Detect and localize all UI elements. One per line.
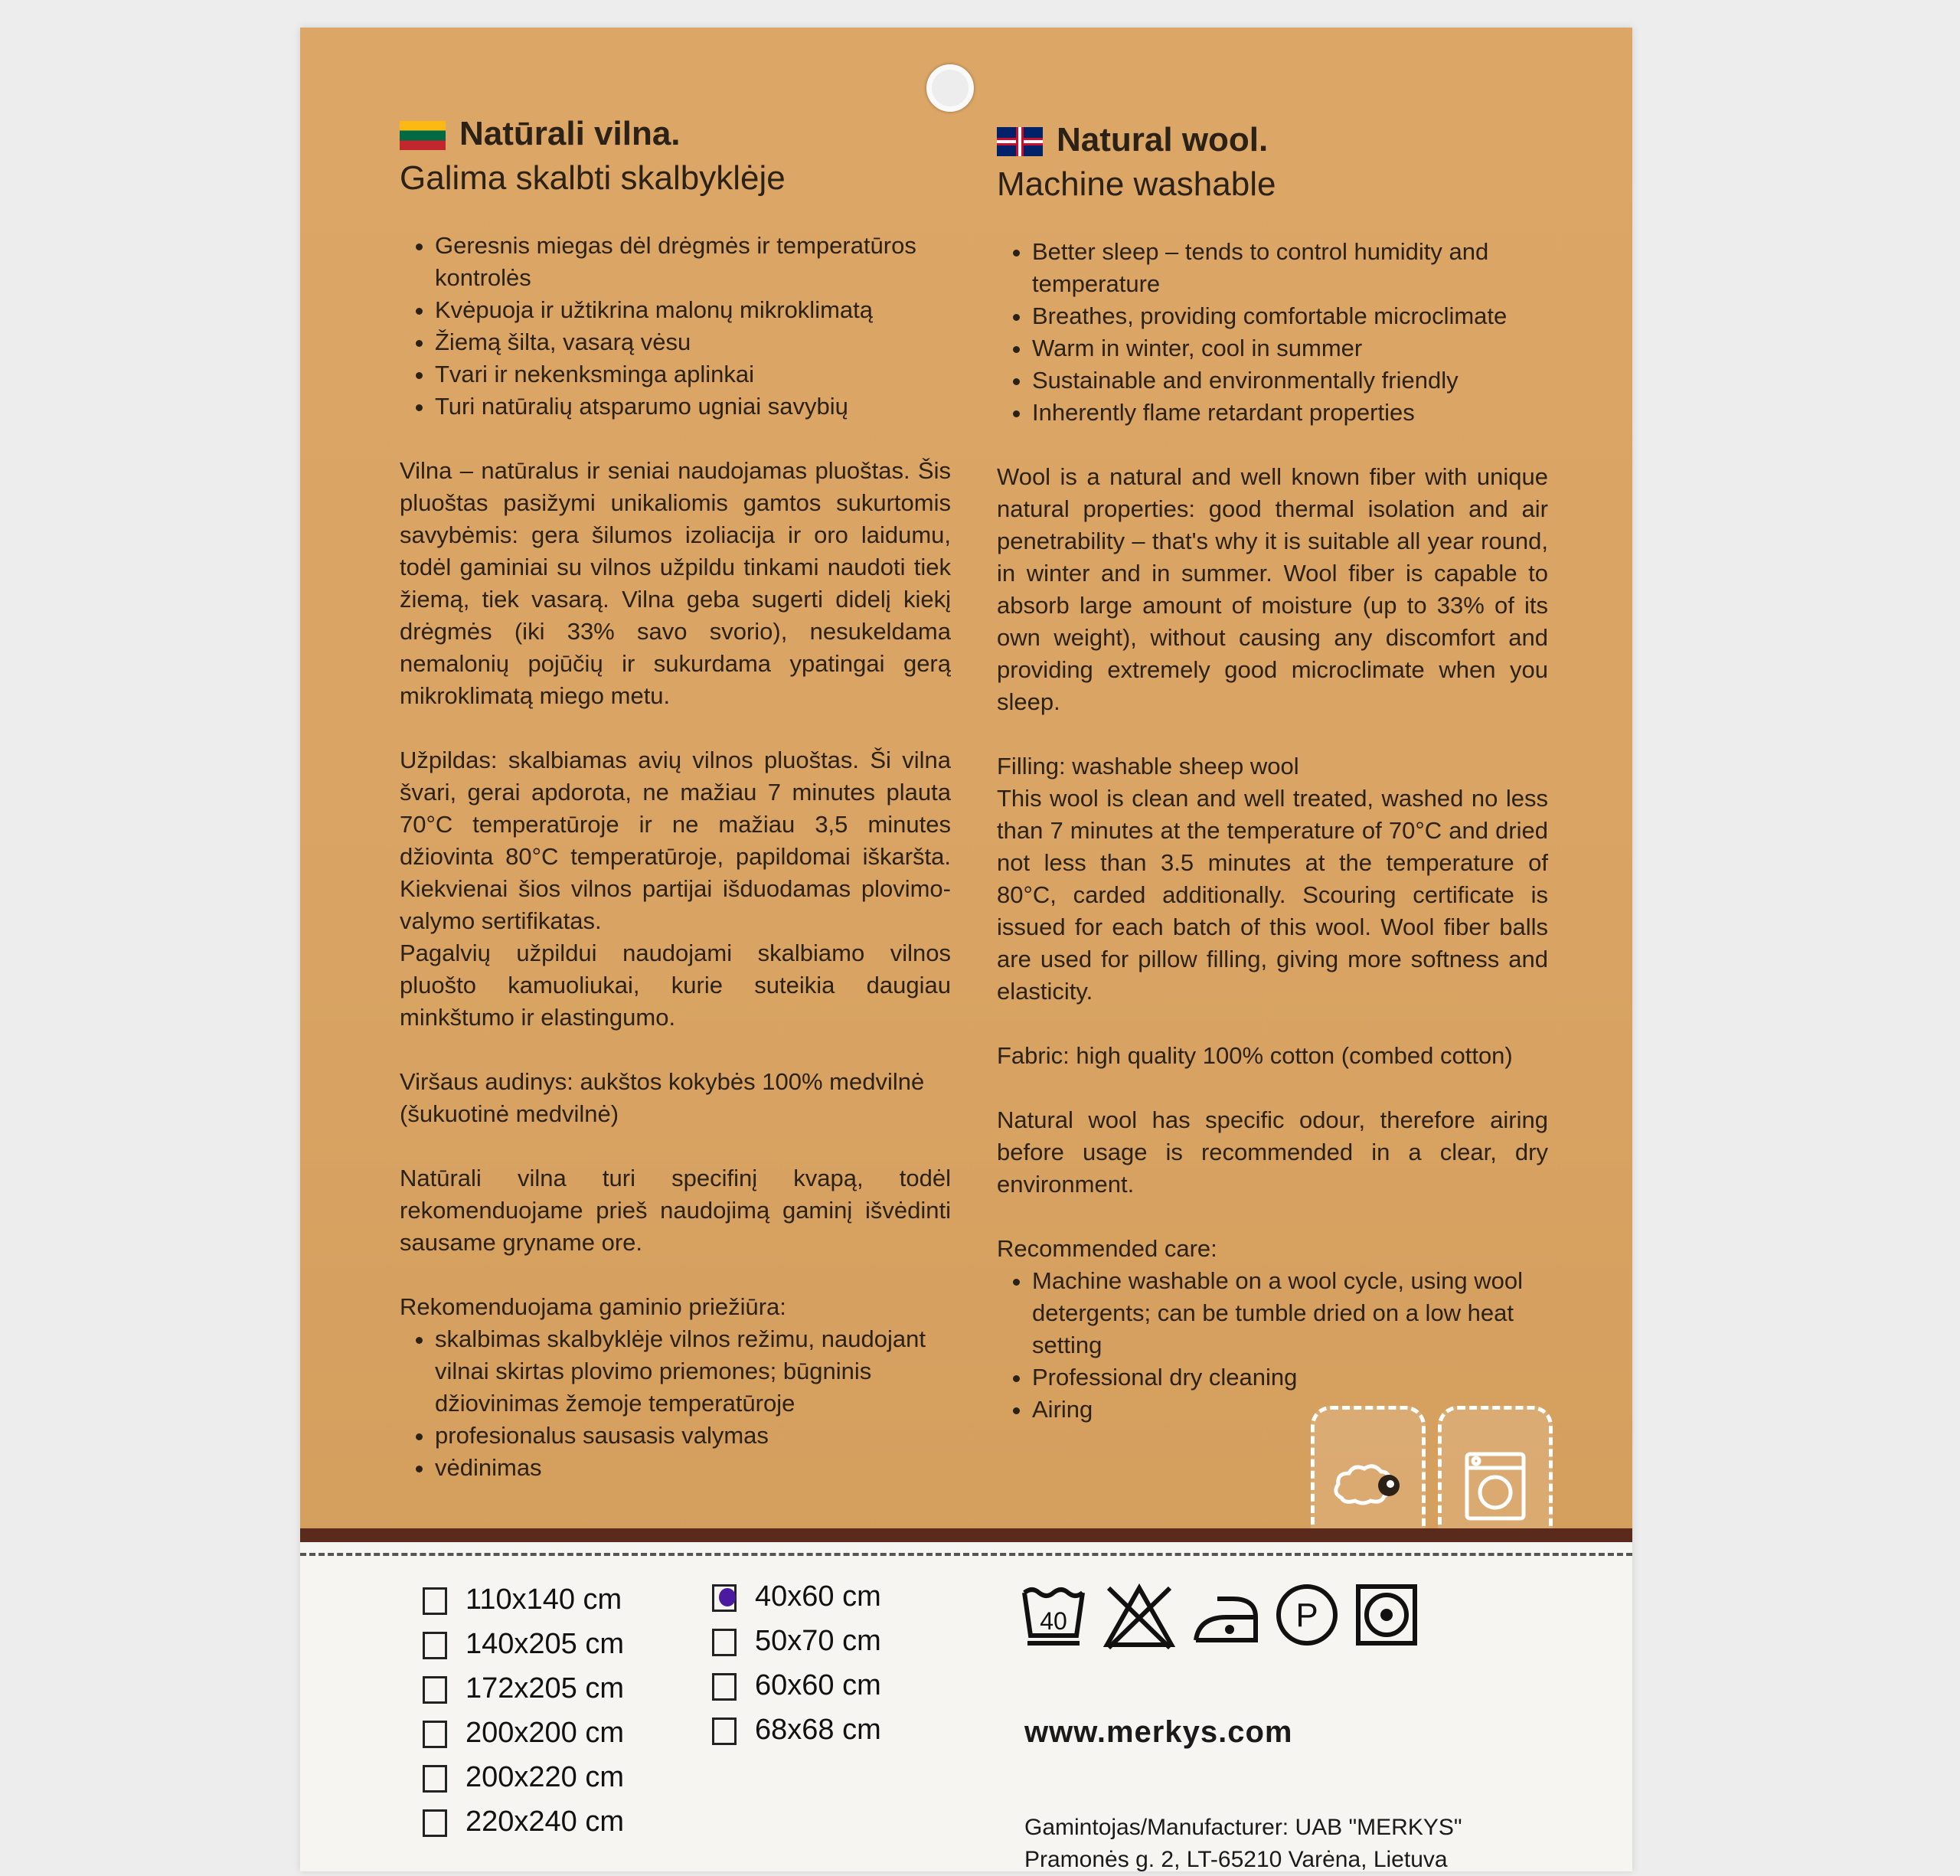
size-option[interactable]: 200x220 cm [423,1755,624,1799]
care-symbols [1020,1582,1419,1651]
lithuania-flag-icon [400,121,446,150]
lt-paragraph: Pagalvių užpildui naudojami skalbiamo vilnos pluošto kamuoliukai, kurie suteikia daugiau minkštumo ir elastingumo. [400,940,951,1031]
size-option[interactable]: 110x140 cm [423,1577,622,1622]
lt-care-label: Rekomenduojama gaminio priežiūra: [400,1293,786,1320]
en-title: Natural wool. [997,118,1548,162]
uk-flag-icon [997,127,1043,156]
english-column [997,118,1548,1426]
list-item: • Airing [1032,1394,1548,1426]
size-and-care-band [300,1528,1632,1871]
checkbox[interactable] [712,1629,737,1656]
checkbox[interactable] [712,1717,737,1745]
list-item: • Professional dry cleaning [1032,1361,1548,1394]
checkbox[interactable] [423,1676,447,1704]
lt-subtitle: Galima skalbti skalbyklėje [400,159,786,197]
en-care-list [997,1265,1548,1426]
size-option[interactable]: 200x200 cm [423,1711,624,1755]
manufacturer-line: Gamintojas/Manufacturer: UAB "MERKYS" [1024,1815,1462,1840]
do-not-bleach-icon [1101,1582,1178,1651]
lt-paragraph: Užpildas: skalbiamas avių vilnos pluoštas. Ši vilna švari, gerai apdorota, ne mažiau 7 minutes plauta 70°C temperatūroje ir ne mažiau 3,5 minutes džiovinta 80°C temperatūroje, papildomai iškaršta. Kiekvienai šios vilnos partijai išduodamas plovimo-valymo sertifikatas. [400,747,951,934]
product-label-card [300,28,1632,1871]
lt-paragraph: Natūrali vilna turi specifinį kvapą, todėl rekomenduojame prieš naudojimą gaminį išvėdinti sausame gryname ore. [400,1165,951,1256]
cut-line [300,1553,1632,1556]
en-paragraph: Fabric: high quality 100% cotton (combed cotton) [997,1042,1513,1069]
size-option[interactable]: 140x205 cm [423,1622,624,1666]
en-subtitle: Machine washable [997,165,1276,203]
size-option-selected[interactable]: 40x60 cm [712,1574,881,1619]
lt-paragraph: Vilna – natūralus ir seniai naudojamas pluoštas. Šis pluoštas pasižymi unikaliomis gamtos sukurtomis savybėmis: gera šilumos izoliacija ir oro laidumu, todėl gaminiai su vilnos užpildu tinkami naudoti tiek žiemą, tiek vasarą. Vilna geba sugerti didelį kiekį drėgmės (iki 33% savo svorio), nesukeldama nemalonių pojūčių ir sukurdama ypatingai gerą mikroklimatą miego metu. [400,457,951,709]
list-item: • Geresnis miegas dėl drėgmės ir temperatūros kontrolės [435,230,951,294]
checkbox[interactable] [423,1632,447,1659]
wash-40-gentle-icon [1020,1582,1087,1651]
list-item: • Tvari ir nekenksminga aplinkai [435,358,951,391]
list-item: • Warm in winter, cool in summer [1032,332,1548,364]
checkbox[interactable] [423,1587,447,1615]
size-option[interactable]: 50x70 cm [712,1619,881,1663]
en-features [997,236,1548,429]
dry-clean-p-icon [1274,1582,1340,1648]
en-paragraph: Natural wool has specific odour, therefore airing before usage is recommended in a clear, dry environment. [997,1106,1548,1198]
lt-title: Natūrali vilna. [400,112,951,156]
website-link[interactable]: www.merkys.com [1024,1715,1293,1749]
size-option[interactable]: 60x60 cm [712,1663,881,1708]
manufacturer-address: Pramonės g. 2, LT-65210 Varėna, Lietuva [1024,1847,1448,1872]
size-option[interactable]: 68x68 cm [712,1708,881,1752]
sheep-icon [1326,1452,1410,1521]
svg-text:P: P [1295,1597,1318,1634]
en-paragraph: This wool is clean and well treated, washed no less than 7 minutes at the temperature of 70°C and dried not less than 3.5 minutes at the temperature of 80°C, carded additionally. Scouring certificate is issued for each batch of this wool. Wool fiber balls are used for pillow filling, giving more softness and elasticity. [997,785,1548,1005]
list-item: • Sustainable and environmentally friendly [1032,364,1548,397]
list-item: • profesionalus sausasis valymas [435,1420,951,1452]
checkbox[interactable] [712,1673,737,1701]
washing-machine-icon [1461,1448,1530,1525]
en-filling-label: Filling: washable sheep wool [997,753,1299,779]
svg-text:40: 40 [1040,1607,1067,1635]
list-item: • Inherently flame retardant properties [1032,397,1548,429]
lt-care-list [400,1323,951,1484]
lt-features [400,230,951,423]
list-item: • Breathes, providing comfortable microclimate [1032,300,1548,332]
hang-hole [926,64,974,112]
size-option[interactable]: 172x205 cm [423,1666,624,1711]
manufacturer-info [1024,1812,1462,1876]
checkbox[interactable] [423,1721,447,1748]
list-item: • Žiemą šilta, vasarą vėsu [435,326,951,358]
en-paragraph: Wool is a natural and well known fiber with unique natural properties: good thermal isolation and air penetrability – that's why it is suitable all year round, in winter and in summer. Wool fiber is capable to absorb large amount of moisture (up to 33% of its own weight), without causing any discomfort and providing extremely good microclimate when you sleep. [997,463,1548,715]
tumble-dry-icon [1354,1582,1419,1648]
list-item: • Machine washable on a wool cycle, using wool detergents; can be tumble dried on a low heat setting [1032,1265,1548,1361]
checkbox-checked[interactable] [712,1584,737,1612]
checkbox[interactable] [423,1809,447,1837]
size-option[interactable]: 220x240 cm [423,1799,624,1844]
checkbox[interactable] [423,1765,447,1793]
list-item: • Kvėpuoja ir užtikrina malonų mikroklimatą [435,294,951,326]
lt-paragraph: Viršaus audinys: aukštos kokybės 100% medvilnė (šukuotinė medvilnė) [400,1068,925,1127]
iron-low-icon [1191,1582,1260,1651]
list-item: • Better sleep – tends to control humidity and temperature [1032,236,1548,300]
list-item: • vėdinimas [435,1452,951,1484]
band-top-stripe [300,1528,1632,1542]
list-item: • skalbimas skalbyklėje vilnos režimu, naudojant vilnai skirtas plovimo priemones; būgninis džiovinimas žemoje temperatūroje [435,1323,951,1420]
en-care-label: Recommended care: [997,1235,1217,1262]
list-item: • Turi natūralių atsparumo ugniai savybių [435,391,951,423]
lithuanian-column [400,112,951,1484]
